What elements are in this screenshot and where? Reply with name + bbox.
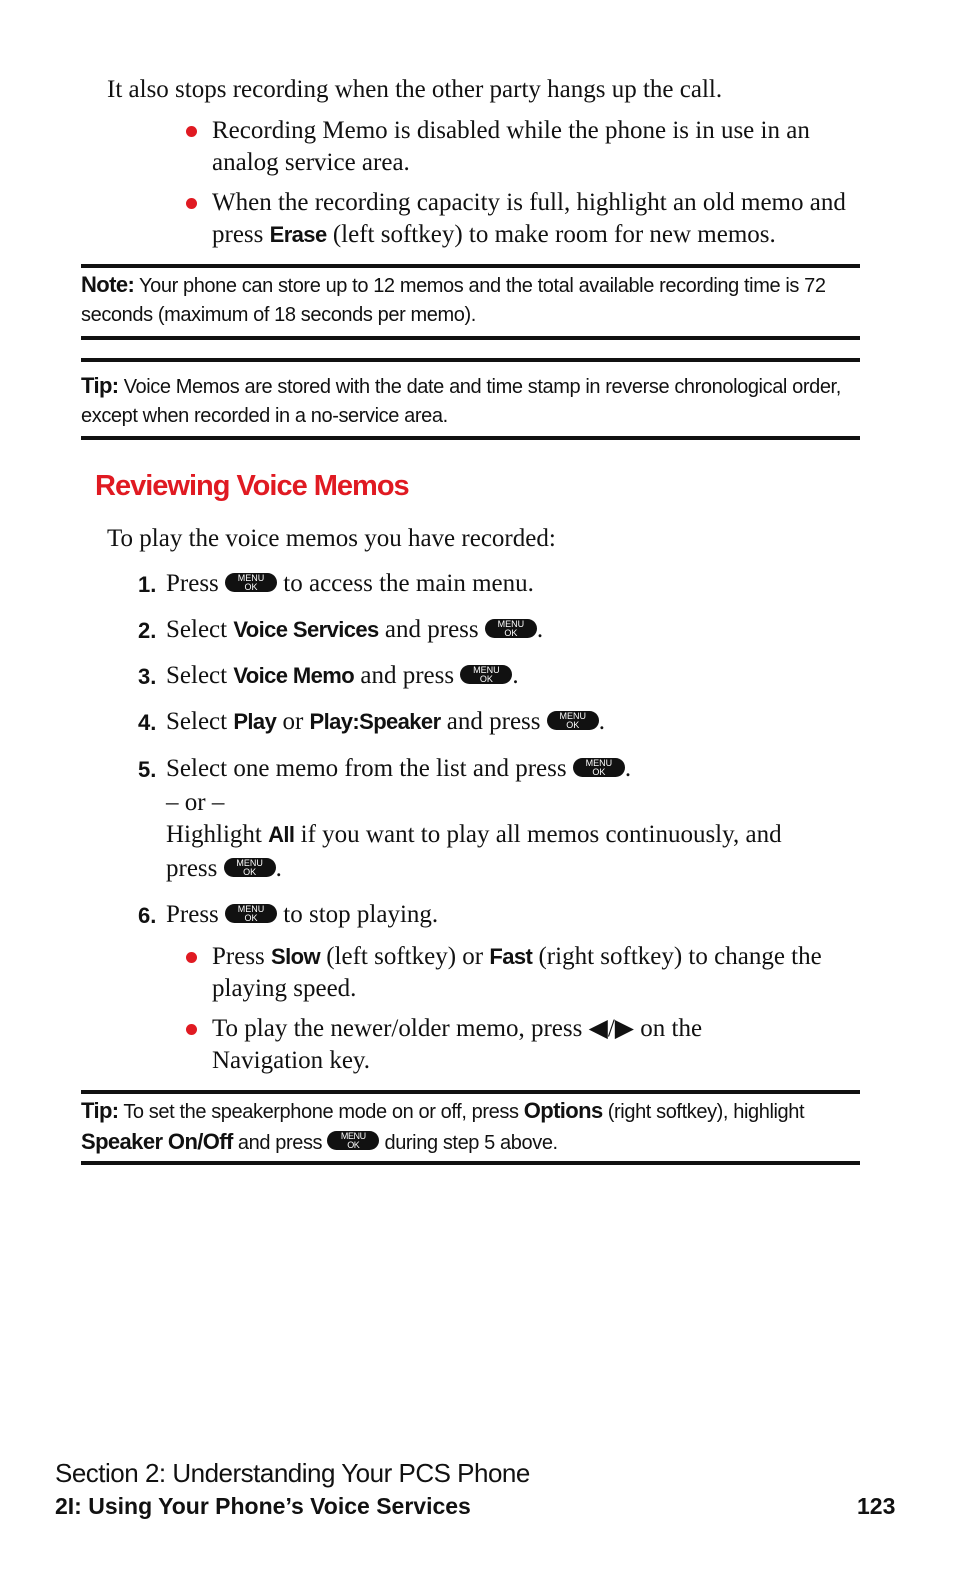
intro-bullet-1: Recording Memo is disabled while the phone is in use in an analog service area. — [212, 117, 810, 176]
note-text: Your phone can store up to 12 memos and the total available recording time is 72 seconds (maximum of 18 seconds per memo). — [81, 275, 826, 326]
menu-ok-key-icon: MENU OK — [225, 904, 277, 923]
footer-chapter: 2I: Using Your Phone’s Voice Services — [55, 1493, 471, 1519]
step-2: Select Voice Services and press MENU OK . — [166, 616, 544, 643]
section-intro: To play the voice memos you have recorded: — [107, 525, 556, 552]
note-label: Note: — [81, 272, 135, 297]
note-box — [81, 270, 861, 330]
step-6: Press MENU OK to stop playing. — [166, 901, 439, 928]
divider — [81, 1161, 860, 1165]
menu-ok-key-icon: MENU OK — [547, 711, 599, 730]
step-3: Select Voice Memo and press MENU OK . — [166, 662, 519, 689]
step-5-or: – or – — [166, 789, 225, 816]
divider — [81, 436, 860, 440]
tip-text: Voice Memos are stored with the date and time stamp in reverse chronological order, except when recorded in a no-service area. — [81, 376, 841, 427]
menu-ok-key-icon: MENU OK — [485, 619, 537, 638]
menu-ok-key-icon: MENU OK — [225, 573, 277, 592]
step-5: Select one memo from the list and press MENU OK . — [166, 755, 632, 782]
step-4: Select Play or Play:Speaker and press MENU OK . — [166, 708, 606, 735]
menu-ok-key-icon: MENU OK — [224, 858, 276, 877]
sub-bullet-1: Press Slow (left softkey) or Fast (right softkey) to change the playing speed. — [212, 943, 822, 1002]
page-number: 123 — [857, 1493, 896, 1519]
step-1: Press MENU OK to access the main menu. — [166, 570, 534, 597]
divider — [81, 1090, 860, 1094]
step-number: 4. — [138, 710, 157, 735]
tip-label: Tip: — [81, 373, 119, 398]
step-5-alt-line1: Highlight All if you want to play all memos continuously, and — [166, 821, 782, 848]
tip-label: Tip: — [81, 1098, 119, 1123]
tip-box — [81, 371, 861, 431]
section-heading: Reviewing Voice Memos — [95, 470, 409, 502]
divider — [81, 264, 860, 268]
erase-keyword: Erase — [269, 222, 327, 247]
menu-ok-key-icon: MENU OK — [573, 758, 625, 777]
step-number: 3. — [138, 664, 157, 689]
step-number: 1. — [138, 572, 157, 597]
sub-bullet-2: To play the newer/older memo, press ◀/▶ on the Navigation key. — [212, 1015, 703, 1074]
step-number: 5. — [138, 757, 157, 782]
intro-bullet-2: When the recording capacity is full, highlight an old memo and press Erase (left softkey) to make room for new memos. — [212, 189, 846, 248]
bullet-icon — [186, 126, 197, 137]
divider — [81, 358, 860, 362]
tip-box: Tip: To set the speakerphone mode on or off, press Options (right softkey), highlight Speaker On/Off and press MENU OK during step 5 above. — [81, 1098, 805, 1154]
menu-ok-key-icon: MENU OK — [327, 1131, 379, 1150]
step-number: 2. — [138, 618, 157, 643]
bullet-icon — [186, 1024, 197, 1035]
bullet-icon — [186, 198, 197, 209]
bullet-icon — [186, 952, 197, 963]
divider — [81, 336, 860, 340]
step-5-alt-line2: press MENU OK . — [166, 855, 282, 882]
menu-ok-key-icon: MENU OK — [460, 665, 512, 684]
step-number: 6. — [138, 903, 157, 928]
footer-section: Section 2: Understanding Your PCS Phone — [55, 1458, 530, 1488]
intro-line: It also stops recording when the other party hangs up the call. — [107, 76, 723, 103]
